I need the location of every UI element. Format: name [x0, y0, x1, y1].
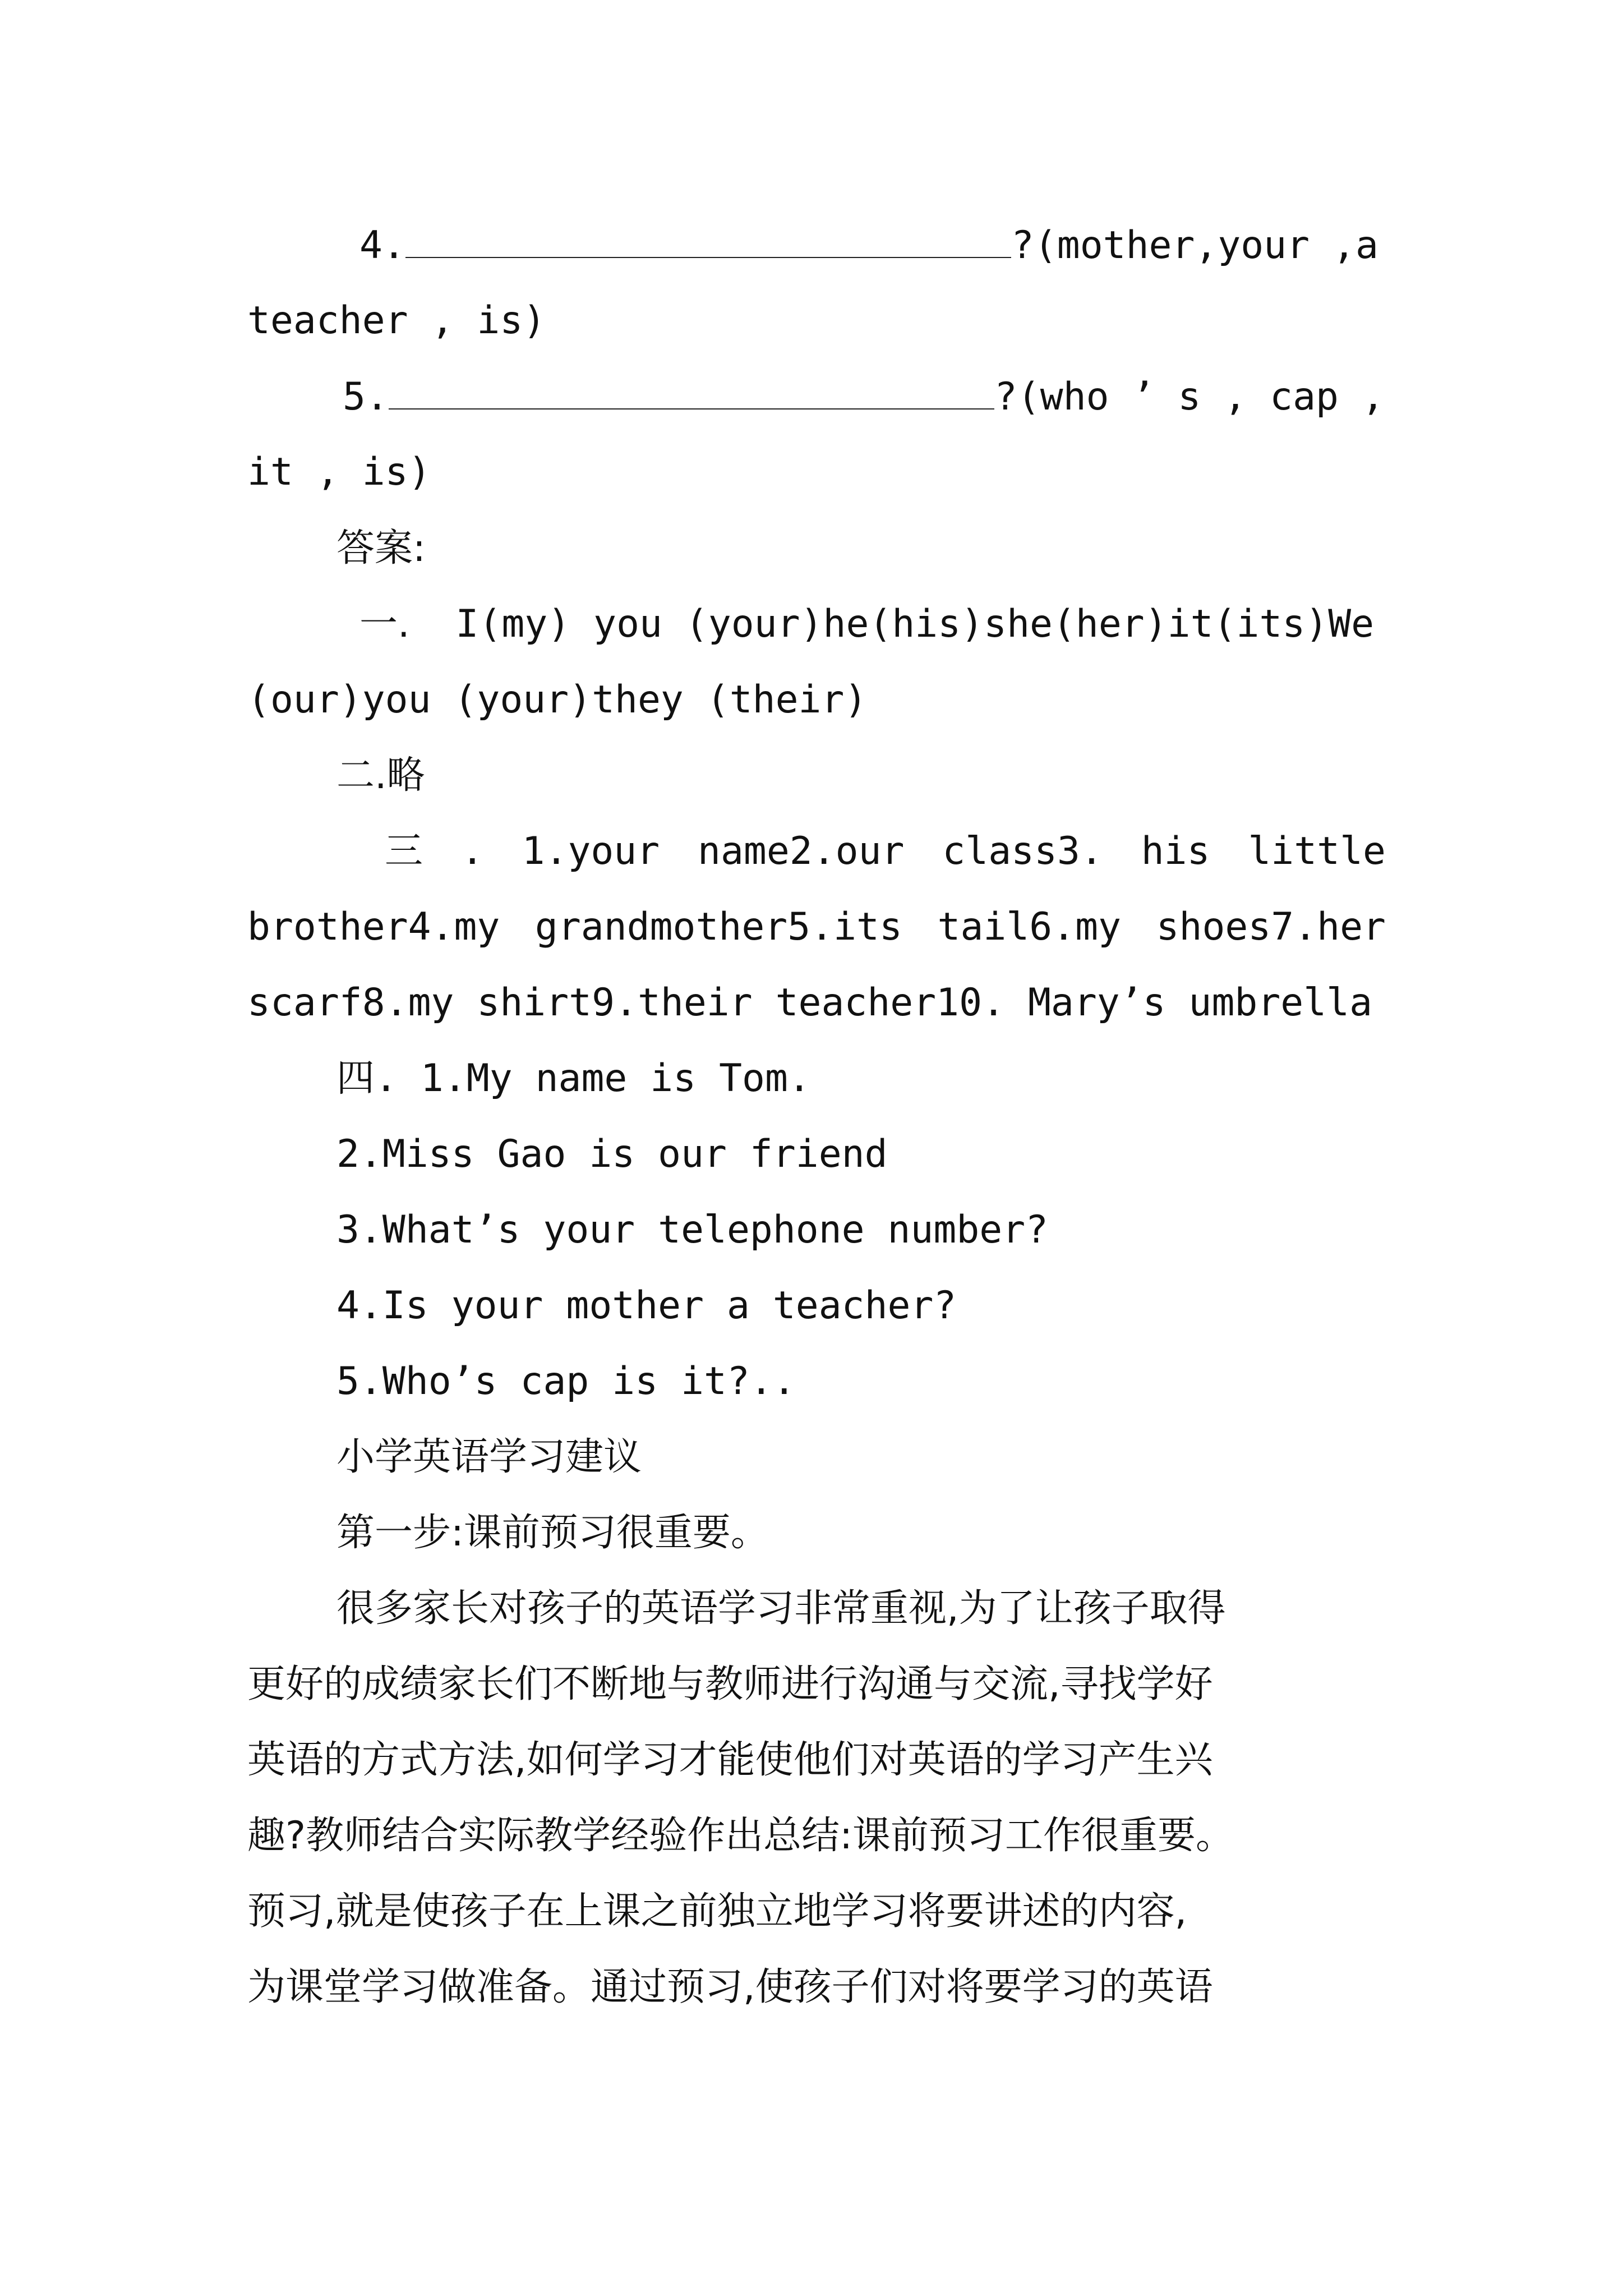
question-5-prompt: ?(who ’ s , cap ,	[994, 375, 1385, 419]
answer-part1-line1	[359, 596, 1386, 652]
article-title: 小学英语学习建议	[336, 1435, 642, 1479]
question-5-line	[343, 369, 1386, 425]
question-4-prompt: ?(mother,your ,a	[1011, 223, 1378, 268]
answer-part4-line2: 2.Miss Gao is our friend	[336, 1132, 888, 1176]
answer-part3-word: tail6.my	[937, 905, 1122, 949]
question-4-continuation: teacher , is)	[247, 298, 546, 343]
answer-part1-lead: 一.	[359, 602, 410, 646]
answer-part2: 二.略	[336, 753, 425, 798]
answer-part3-word: 1.your	[522, 829, 660, 873]
answer-part3-word: grandmother5.its	[534, 905, 902, 949]
answer-part1-line2: (our)you (your)they (their)	[247, 678, 868, 722]
answer-part3-line3: scarf8.my shirt9.their teacher10. Mary’s umbrella	[247, 981, 1373, 1025]
answer-part3-word: little	[1248, 829, 1386, 873]
question-4-number: 4.	[359, 223, 405, 268]
question-4-line	[359, 218, 1386, 274]
answer-part3-line1	[385, 823, 1386, 880]
answer-part4-line1: 四. 1.My name is Tom.	[336, 1056, 811, 1101]
article-paragraph-line: 英语的方式方法,如何学习才能使他们对英语的学习产生兴	[247, 1738, 1213, 1782]
answer-part3-line2	[247, 899, 1386, 955]
answer-part3-word: .	[460, 829, 484, 873]
article-step1: 第一步:课前预习很重要。	[336, 1511, 769, 1555]
article-paragraph-line: 预习,就是使孩子在上课之前独立地学习将要讲述的内容,	[247, 1889, 1187, 1934]
question-5-number: 5.	[343, 375, 389, 419]
question-4-answer-blank	[405, 220, 1011, 258]
answer-part1-text: I(my) you (your)he(his)she(her)it(its)We	[455, 602, 1375, 646]
article-paragraph-line: 为课堂学习做准备。通过预习,使孩子们对将要学习的英语	[247, 1965, 1213, 2009]
answer-part4-line4: 4.Is your mother a teacher?	[336, 1283, 957, 1328]
answer-part3-word: his	[1141, 829, 1210, 873]
article-paragraph-line: 更好的成绩家长们不断地与教师进行沟通与交流,寻找学好	[247, 1662, 1213, 1706]
answers-heading: 答案:	[336, 526, 426, 570]
answer-part3-word: name2.our	[698, 829, 905, 873]
article-paragraph-line: 很多家长对孩子的英语学习非常重视,为了让孩子取得	[336, 1586, 1226, 1631]
article-paragraph-line: 趣?教师结合实际教学经验作出总结:课前预习工作很重要。	[247, 1814, 1234, 1858]
answer-part3-word: class3.	[942, 829, 1103, 873]
answer-part3-word: shoes7.her	[1156, 905, 1386, 949]
question-5-answer-blank	[389, 371, 994, 409]
question-5-continuation: it , is)	[247, 450, 431, 494]
answer-part3-word: brother4.my	[247, 905, 500, 949]
answer-part4-line3: 3.What’s your telephone number?	[336, 1208, 1049, 1252]
answer-part4-line5: 5.Who’s cap is it?..	[336, 1359, 796, 1404]
answer-part3-word: 三	[385, 829, 423, 873]
